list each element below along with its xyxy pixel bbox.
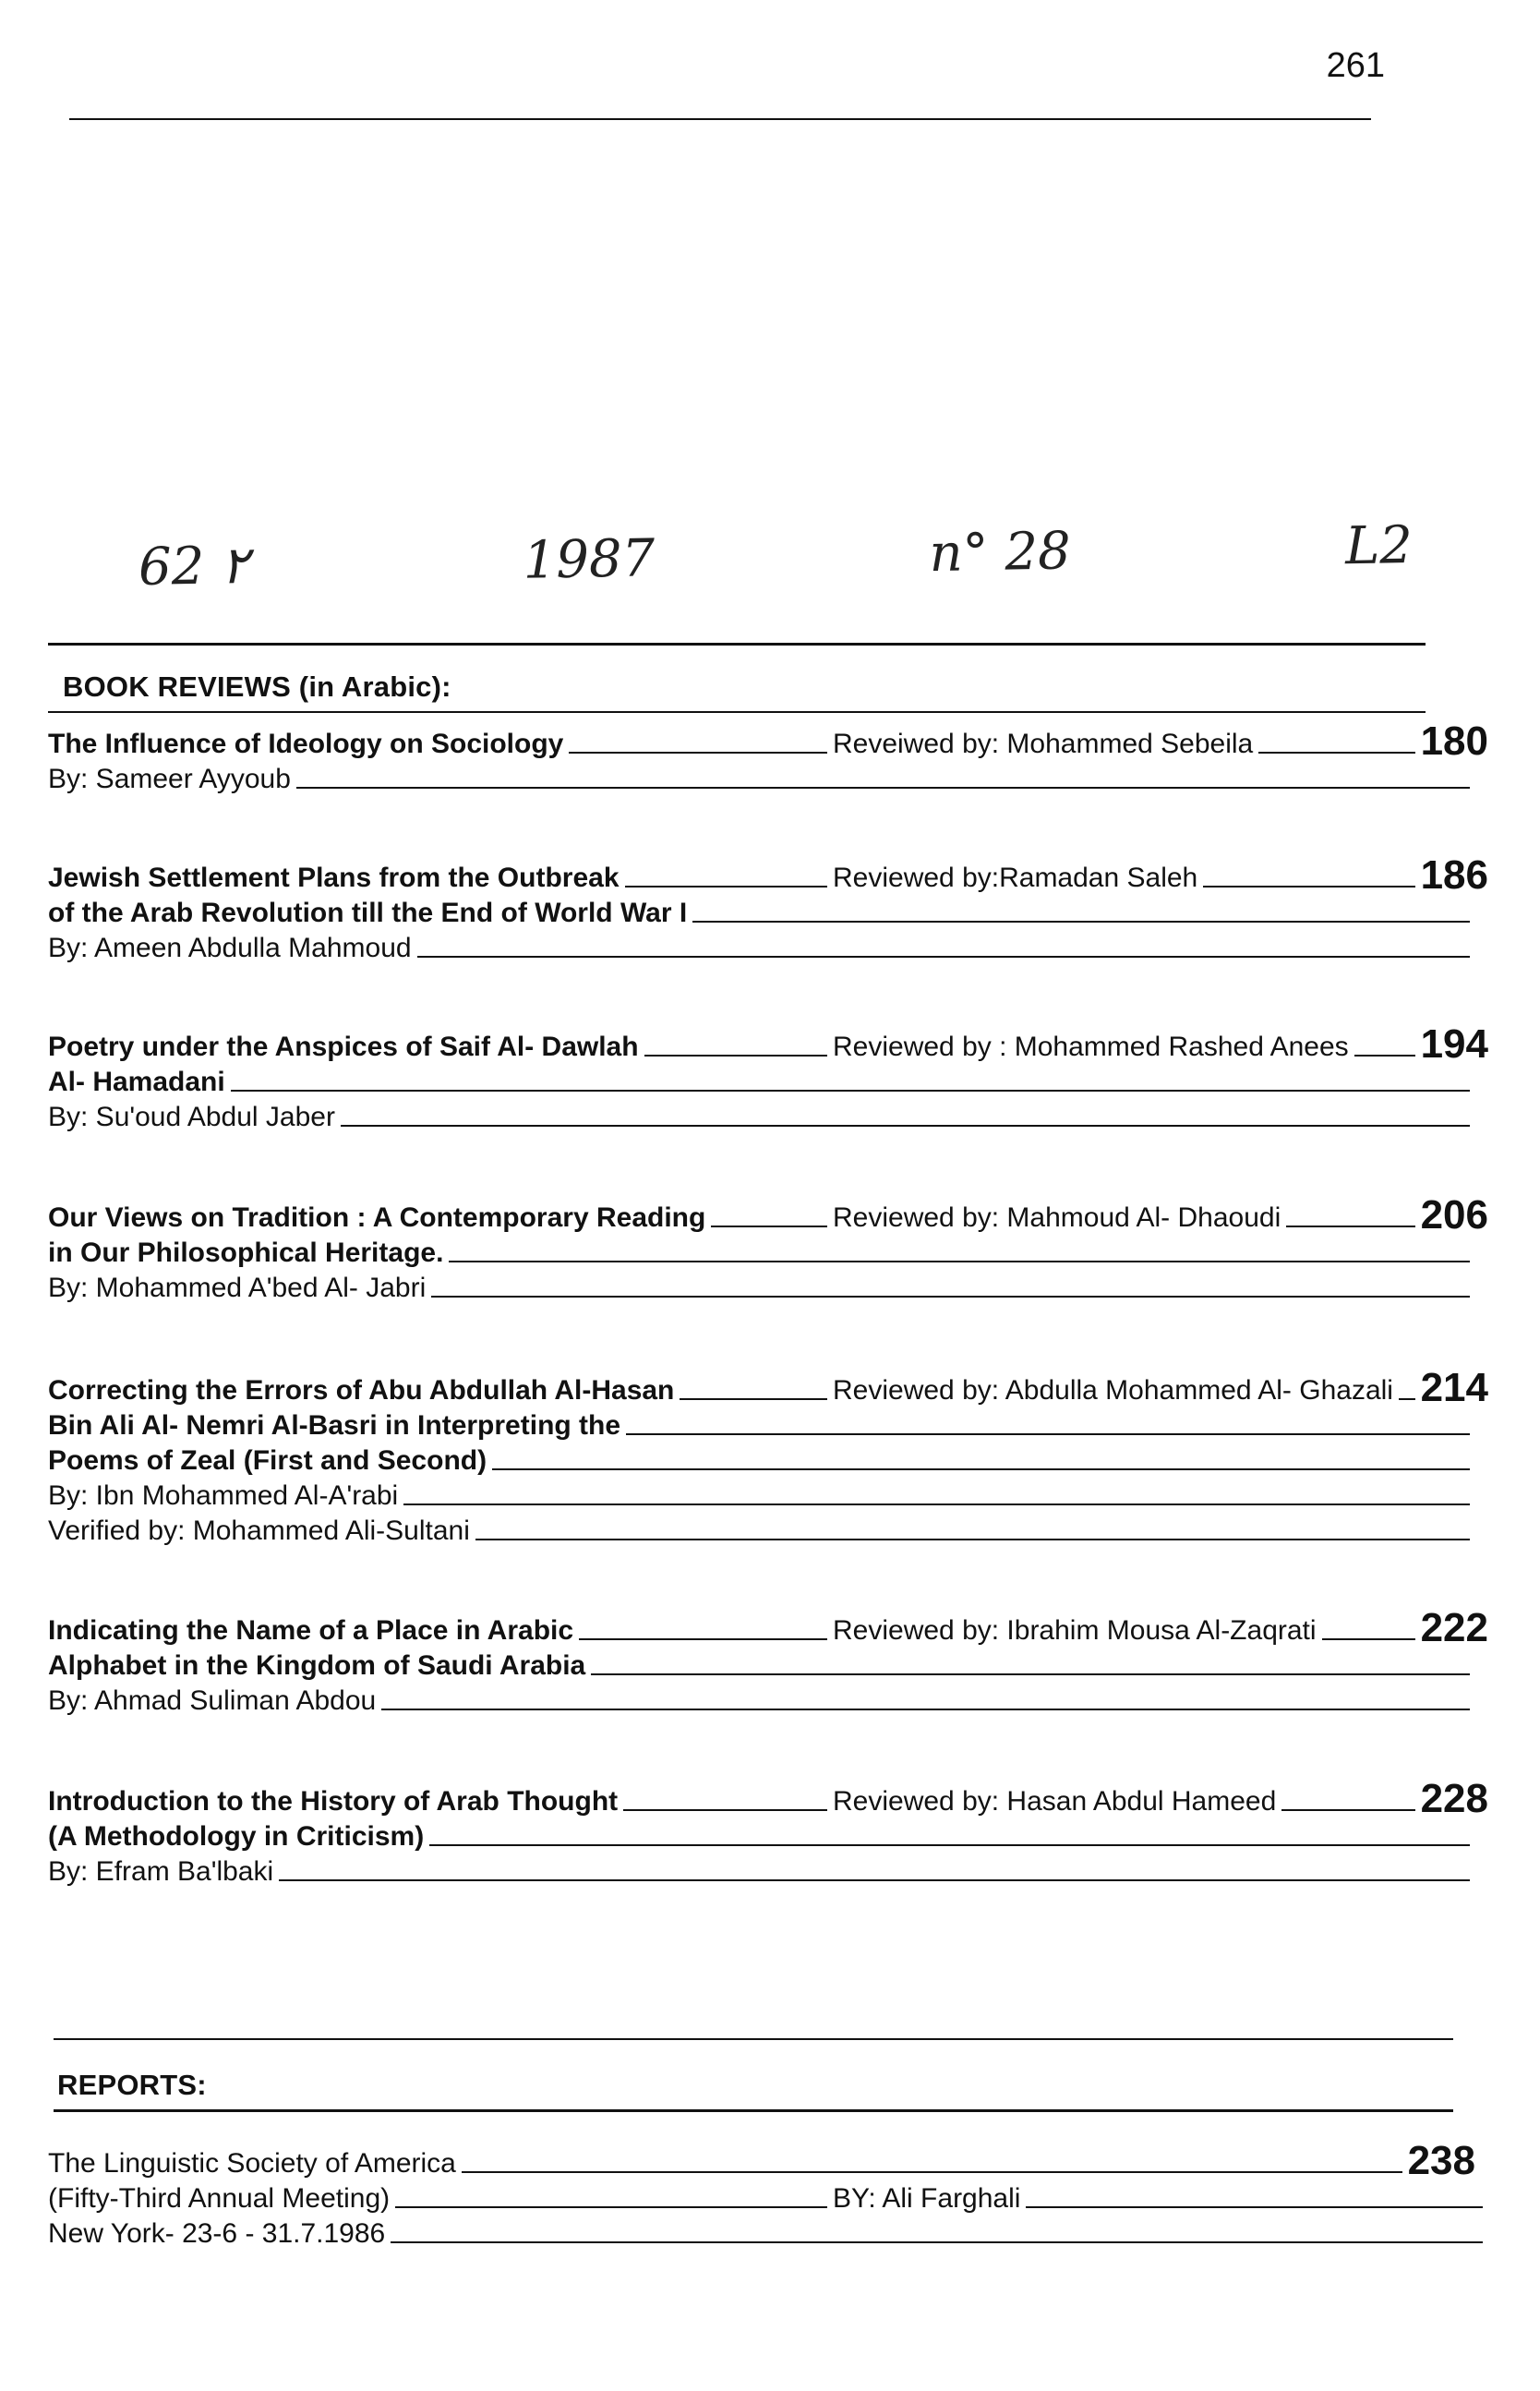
leader-line xyxy=(579,1638,827,1640)
review-author: By: Su'oud Abdul Jaber xyxy=(48,1102,335,1132)
review-author: By: Ibn Mohammed Al-A'rabi xyxy=(48,1480,399,1511)
review-title: Poems of Zeal (First and Second) xyxy=(48,1445,487,1476)
book-review-entry xyxy=(48,1021,1488,1133)
reviewer: Reviewed by:Ramadan Saleh xyxy=(833,863,1198,893)
review-author-line xyxy=(48,1477,1488,1512)
page-ref: 206 xyxy=(1420,1192,1488,1238)
review-title-line xyxy=(48,1442,1488,1477)
review-author-line xyxy=(48,1098,1488,1133)
report-subtitle: (Fifty-Third Annual Meeting) xyxy=(48,2183,391,2214)
page-ref: 214 xyxy=(1420,1365,1488,1410)
leader-line xyxy=(417,956,1470,958)
book-review-entry xyxy=(48,1365,1488,1547)
review-title: Correcting the Errors of Abu Abdullah Al-Hasan xyxy=(48,1375,675,1406)
review-author-line xyxy=(48,1512,1488,1547)
review-title-line xyxy=(48,1192,1488,1238)
review-title: Al- Hamadani xyxy=(48,1067,225,1097)
leader-line xyxy=(429,1844,1470,1846)
book-review-entry xyxy=(48,719,1488,795)
leader-line xyxy=(692,921,1470,923)
review-title-line xyxy=(48,1605,1488,1650)
leader-line xyxy=(462,2171,1402,2173)
leader-line xyxy=(381,1709,1470,1710)
review-title-line xyxy=(48,1021,1488,1067)
handwritten-note: 1987 xyxy=(523,528,656,591)
leader-line xyxy=(625,886,827,888)
review-author: By: Sameer Ayyoub xyxy=(48,764,291,794)
leader-line xyxy=(1258,752,1414,754)
handwritten-note: L2 xyxy=(1344,514,1414,577)
review-title: Poetry under the Anspices of Saif Al- Dawlah xyxy=(48,1032,639,1062)
review-title: Bin Ali Al- Nemri Al-Basri in Interpreting the xyxy=(48,1410,621,1441)
report-location: New York- 23-6 - 31.7.1986 xyxy=(48,2218,386,2249)
leader-line xyxy=(1203,886,1414,888)
leader-line xyxy=(1281,1809,1414,1811)
leader-line xyxy=(296,787,1470,789)
page-ref: 222 xyxy=(1420,1605,1488,1650)
leader-line xyxy=(626,1433,1470,1435)
leader-line xyxy=(341,1125,1470,1127)
header-rule xyxy=(69,118,1371,120)
reviewer: Reviewed by: Hasan Abdul Hameed xyxy=(833,1786,1277,1817)
handwritten-note: n° 28 xyxy=(928,521,1072,585)
review-title: Introduction to the History of Arab Thought xyxy=(48,1786,619,1817)
leader-line xyxy=(623,1809,827,1811)
review-title-line xyxy=(48,1817,1488,1853)
leader-line xyxy=(449,1261,1470,1262)
review-author: By: Efram Ba'lbaki xyxy=(48,1856,274,1887)
book-review-entry xyxy=(48,1776,1488,1888)
reviewer: Reveiwed by: Mohammed Sebeila xyxy=(833,729,1254,759)
review-author-line xyxy=(48,760,1488,795)
book-reviews-top-rule xyxy=(48,643,1426,646)
review-title-line xyxy=(48,1647,1488,1682)
leader-line xyxy=(1354,1055,1415,1057)
review-title-line xyxy=(48,852,1488,898)
report-entry xyxy=(48,2138,1488,2250)
book-reviews-bottom-rule xyxy=(48,711,1426,713)
leader-line xyxy=(680,1398,827,1400)
leader-line xyxy=(231,1090,1470,1092)
reviewer: Reviewed by: Ibrahim Mousa Al-Zaqrati xyxy=(833,1615,1317,1646)
leader-line xyxy=(395,2206,827,2208)
report-line xyxy=(48,2215,1488,2250)
reviewer: Reviewed by : Mohammed Rashed Anees xyxy=(833,1032,1349,1062)
review-author-line xyxy=(48,1853,1488,1888)
reports-bottom-rule xyxy=(54,2109,1453,2112)
review-title: of the Arab Revolution till the End of World War I xyxy=(48,898,688,928)
page-number: 261 xyxy=(1326,46,1385,85)
book-review-entry xyxy=(48,852,1488,964)
review-author: By: Ameen Abdulla Mahmoud xyxy=(48,933,412,963)
reports-top-rule xyxy=(54,2038,1453,2040)
report-author: BY: Ali Farghali xyxy=(833,2183,1021,2214)
reports-heading: REPORTS: xyxy=(57,2069,207,2101)
book-review-entry xyxy=(48,1192,1488,1304)
leader-line xyxy=(492,1468,1470,1470)
review-title-line xyxy=(48,1365,1488,1410)
review-author-line xyxy=(48,1269,1488,1304)
page-ref: 238 xyxy=(1407,2138,1475,2183)
page-ref: 228 xyxy=(1420,1776,1488,1821)
leader-line xyxy=(1399,1398,1415,1400)
review-title: Our Views on Tradition : A Contemporary Reading xyxy=(48,1202,706,1233)
report-title: The Linguistic Society of America xyxy=(48,2148,456,2179)
review-title: in Our Philosophical Heritage. xyxy=(48,1238,444,1268)
review-title-line xyxy=(48,894,1488,929)
review-title-line xyxy=(48,1234,1488,1269)
review-title: Indicating the Name of a Place in Arabic xyxy=(48,1615,574,1646)
leader-line xyxy=(569,752,827,754)
leader-line xyxy=(1322,1638,1415,1640)
leader-line xyxy=(1286,1226,1414,1227)
reviewer: Reviewed by: Abdulla Mohammed Al- Ghazali xyxy=(833,1375,1393,1406)
handwritten-note: 62 ۲ xyxy=(138,535,249,598)
handwritten-notes xyxy=(138,515,1414,598)
review-title-line xyxy=(48,1063,1488,1098)
review-author: By: Ahmad Suliman Abdou xyxy=(48,1685,377,1716)
leader-line xyxy=(1026,2206,1483,2208)
review-title-line xyxy=(48,1407,1488,1442)
leader-line xyxy=(711,1226,827,1227)
page-ref: 180 xyxy=(1420,719,1488,764)
book-reviews-heading: BOOK REVIEWS (in Arabic): xyxy=(63,670,451,703)
page-ref: 194 xyxy=(1420,1021,1488,1067)
review-title: Alphabet in the Kingdom of Saudi Arabia xyxy=(48,1650,586,1681)
review-author: Verified by: Mohammed Ali-Sultani xyxy=(48,1516,470,1546)
review-title: (A Methodology in Criticism) xyxy=(48,1821,425,1852)
review-author: By: Mohammed A'bed Al- Jabri xyxy=(48,1273,427,1303)
leader-line xyxy=(431,1296,1470,1298)
report-line xyxy=(48,2180,1488,2215)
leader-line xyxy=(644,1055,827,1057)
review-author-line xyxy=(48,929,1488,964)
reviewer: Reviewed by: Mahmoud Al- Dhaoudi xyxy=(833,1202,1281,1233)
report-line xyxy=(48,2138,1488,2183)
review-title: The Influence of Ideology on Sociology xyxy=(48,729,564,759)
book-review-entry xyxy=(48,1605,1488,1717)
review-author-line xyxy=(48,1682,1488,1717)
leader-line xyxy=(475,1539,1470,1540)
review-title: Jewish Settlement Plans from the Outbreak xyxy=(48,863,620,893)
review-title-line xyxy=(48,1776,1488,1821)
leader-line xyxy=(403,1503,1470,1505)
page-ref: 186 xyxy=(1420,852,1488,898)
leader-line xyxy=(391,2241,1483,2243)
review-title-line xyxy=(48,719,1488,764)
leader-line xyxy=(279,1879,1470,1881)
leader-line xyxy=(591,1673,1470,1675)
